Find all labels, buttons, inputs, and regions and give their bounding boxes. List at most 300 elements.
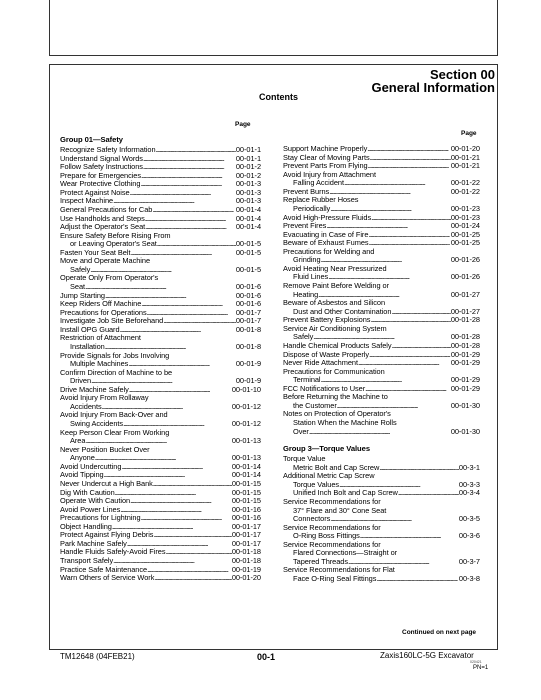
dot-leader — [369, 351, 451, 360]
toc-entry-page: 00-01-15 — [231, 488, 261, 497]
toc-entry — [60, 548, 261, 557]
toc-entry-title: Precautions for Welding and — [283, 247, 375, 256]
toc-entry-title: Avoid Injury from Attachment — [283, 170, 376, 179]
toc-entry-page: 00-01-10 — [231, 385, 261, 394]
toc-entry — [283, 489, 480, 498]
toc-entry — [60, 155, 261, 164]
toc-entry — [60, 343, 261, 352]
dot-leader — [152, 206, 236, 215]
machine-model: Zaxis160LC-5G Excavator — [380, 651, 474, 660]
toc-entry — [283, 507, 480, 516]
toc-entry-title: Before Returning the Machine to — [283, 393, 388, 402]
dot-leader — [157, 240, 236, 249]
toc-entry-page: 00-01-5 — [235, 240, 261, 249]
toc-entry-title: Safely — [70, 265, 91, 274]
toc-entry-page: 00-01-3 — [235, 197, 261, 206]
toc-entry-page: 00-01-9 — [235, 360, 261, 369]
toc-entry-page: 00-01-22 — [450, 187, 480, 196]
toc-entry-page: 00-01-4 — [235, 205, 261, 214]
toc-entry — [283, 308, 480, 317]
toc-entry-title: or Leaving Operator's Seat — [70, 240, 157, 249]
continued-note: Continued on next page — [402, 629, 477, 636]
toc-entry — [283, 154, 480, 163]
page-column-label-right: Page — [461, 130, 477, 137]
toc-entry-page: 00-01-28 — [450, 341, 480, 350]
toc-entry-title: Flared Connections—Straight or — [293, 549, 398, 558]
toc-entry-title: Never Ride Attachment — [283, 359, 358, 368]
toc-entry-title: Confirm Direction of Machine to be — [60, 368, 173, 377]
toc-entry-page: 00-01-29 — [450, 376, 480, 385]
dot-leader — [95, 454, 232, 463]
toc-entry-title: Replace Rubber Hoses — [283, 196, 359, 205]
toc-entry — [60, 540, 261, 549]
toc-entry — [60, 471, 261, 480]
toc-entry-title: Prevent Battery Explosions — [283, 316, 371, 325]
toc-entry — [283, 231, 480, 240]
dot-leader — [143, 163, 236, 172]
toc-entry — [60, 163, 261, 172]
toc-entry — [60, 215, 261, 224]
toc-entry-page: 00-01-23 — [450, 204, 480, 213]
toc-entry — [283, 171, 480, 180]
toc-entry-title: Practice Safe Maintenance — [60, 565, 148, 574]
toc-entry-page: 00-01-25 — [450, 239, 480, 248]
toc-entry-title: Jump Starting — [60, 291, 105, 300]
toc-entry-page: 00-01-1 — [235, 154, 261, 163]
toc-entry-title: Avoid Injury From Back-Over and — [60, 411, 168, 420]
toc-entry-page: 00-01-6 — [235, 300, 261, 309]
toc-entry — [60, 506, 261, 515]
toc-entry-page: 00-01-5 — [235, 248, 261, 257]
dot-leader — [329, 188, 451, 197]
dot-leader — [102, 403, 232, 412]
dot-leader — [145, 223, 236, 232]
dot-leader — [344, 179, 451, 188]
toc-entry-page: 00-01-27 — [450, 290, 480, 299]
toc-entry — [283, 222, 480, 231]
toc-entry — [60, 531, 261, 540]
toc-entry-page: 00-01-25 — [450, 230, 480, 239]
dot-leader — [121, 463, 231, 472]
dot-leader — [115, 489, 232, 498]
toc-entry-title: Stay Clear of Moving Parts — [283, 153, 370, 162]
toc-entry-title: Metric Bolt and Cap Screw — [293, 463, 380, 472]
toc-entry-title: the Customer — [293, 401, 337, 410]
dot-leader — [348, 558, 459, 567]
dot-leader — [321, 376, 451, 385]
toc-entry-page: 00-3-4 — [458, 489, 480, 498]
toc-entry-title: Dig With Caution — [60, 488, 115, 497]
dot-leader — [330, 205, 451, 214]
dot-leader — [147, 309, 236, 318]
toc-entry-title: Dispose of Waste Properly — [283, 350, 369, 359]
toc-entry — [283, 455, 480, 464]
group-heading-safety: Group 01—Safety — [60, 135, 123, 144]
toc-entry — [283, 428, 480, 437]
dot-leader — [127, 540, 232, 549]
toc-entry — [60, 334, 261, 343]
dot-leader — [368, 231, 450, 240]
toc-entry-page: 00-01-4 — [235, 223, 261, 232]
dot-leader — [112, 523, 232, 532]
toc-entry-title: Torque Values — [293, 480, 340, 489]
dot-leader — [339, 481, 459, 490]
toc-entry-title: Evacuating in Case of Fire — [283, 230, 369, 239]
toc-entry-page: 00-01-12 — [231, 402, 261, 411]
dot-leader — [309, 428, 451, 437]
toc-entry-title: Swing Accidents — [70, 420, 124, 428]
toc-entry — [283, 385, 480, 394]
toc-entry-title: Drive Machine Safely — [60, 385, 129, 394]
toc-entry — [283, 368, 480, 377]
toc-entry-page: 00-01-17 — [231, 539, 261, 548]
dot-leader — [370, 316, 450, 325]
toc-entry-page: 00-01-27 — [450, 307, 480, 316]
toc-entry-page: 00-01-15 — [231, 479, 261, 488]
toc-entry-title: Service Recommendations for Flat — [283, 566, 395, 575]
toc-entry — [283, 239, 480, 248]
dot-leader — [130, 249, 235, 258]
toc-entry-title: Over — [293, 427, 309, 436]
toc-entry — [283, 248, 480, 257]
toc-entry-page: 00-01-26 — [450, 256, 480, 265]
toc-entry-title: Never Undercut a High Bank — [60, 479, 153, 488]
page-column-label-left: Page — [235, 121, 251, 128]
toc-entry — [60, 180, 261, 189]
toc-entry — [283, 566, 480, 575]
toc-entry — [60, 309, 261, 318]
toc-entry-page: 00-01-2 — [235, 163, 261, 172]
toc-entry — [283, 575, 480, 584]
toc-entry-title: Beware of Asbestos and Silicon — [283, 299, 386, 308]
toc-entry — [283, 265, 480, 274]
toc-entry-page: 00-01-2 — [235, 171, 261, 180]
toc-entry — [60, 557, 261, 566]
toc-entry — [283, 464, 480, 473]
toc-entry-title: Prevent Fires — [283, 222, 327, 231]
dot-leader — [376, 575, 459, 584]
toc-entry-title: 37° Flare and 30° Cone Seat — [293, 506, 387, 515]
toc-entry-title: Driven — [70, 377, 92, 386]
toc-entry — [60, 369, 261, 378]
toc-entry — [60, 274, 261, 283]
toc-entry-page: 00-01-16 — [231, 514, 261, 523]
toc-entry-page: 00-01-4 — [235, 214, 261, 223]
toc-entry-page: 00-01-30 — [450, 401, 480, 410]
toc-entry — [60, 326, 261, 335]
toc-entry-title: Fasten Your Seat Belt — [60, 248, 131, 257]
toc-entry-title: Avoid Injury From Rollaway — [60, 394, 149, 403]
toc-entry — [283, 498, 480, 507]
toc-entry-title: General Precautions for Cab — [60, 205, 153, 214]
toc-entry — [60, 223, 261, 232]
toc-entry — [60, 437, 261, 446]
toc-entry-page: 00-01-12 — [231, 420, 261, 428]
toc-entry-title: Periodically — [293, 204, 331, 213]
toc-entry-title: Prevent Parts From Flying — [283, 162, 368, 171]
toc-entry — [60, 197, 261, 206]
dot-leader — [330, 515, 459, 524]
toc-entry — [283, 145, 480, 154]
page-number: 00-1 — [257, 652, 276, 662]
toc-entry-title: Service Air Conditioning System — [283, 324, 387, 333]
toc-entry-title: Use Handholds and Steps — [60, 214, 145, 223]
toc-entry-page: 00-01-30 — [450, 427, 480, 436]
toc-entry — [283, 402, 480, 411]
toc-entry — [60, 300, 261, 309]
toc-entry-title: Never Position Bucket Over — [60, 445, 150, 454]
toc-entry-title: Move and Operate Machine — [60, 257, 151, 266]
toc-entry — [283, 299, 480, 308]
dot-leader — [379, 464, 459, 473]
dot-leader — [153, 531, 231, 540]
dot-leader — [337, 402, 451, 411]
dot-leader — [147, 566, 232, 575]
dot-leader — [313, 333, 451, 342]
toc-entry — [60, 411, 261, 420]
dot-leader — [371, 214, 451, 223]
toc-entry-page: 00-01-22 — [450, 179, 480, 188]
toc-entry-title: Protect Against Noise — [60, 188, 130, 197]
toc-entry-title: Transport Safely — [60, 557, 114, 565]
toc-entry-page: 00-01-8 — [235, 342, 261, 351]
toc-entry — [283, 196, 480, 205]
toc-entry-title: Handle Chemical Products Safely — [283, 341, 392, 350]
dot-leader — [120, 326, 236, 335]
toc-entry-page: 00-01-9 — [235, 377, 261, 386]
toc-entry — [283, 532, 480, 541]
toc-entry — [60, 403, 261, 412]
dot-leader — [123, 420, 232, 429]
toc-entry-page: 00-3-8 — [458, 575, 480, 583]
toc-entry-title: Avoid Tipping — [60, 471, 104, 480]
toc-entry-title: Precautions for Operations — [60, 308, 147, 317]
toc-entry-title: Prepare for Emergencies — [60, 171, 142, 180]
section-title: General Information — [371, 80, 495, 95]
toc-entry — [283, 351, 480, 360]
toc-entry — [283, 481, 480, 490]
toc-entry — [60, 232, 261, 241]
dot-leader — [113, 557, 232, 566]
toc-entry-title: Multiple Machines — [70, 360, 129, 369]
toc-entry-title: Avoid High-Pressure Fluids — [283, 213, 372, 222]
toc-entry-title: Dust and Other Contamination — [293, 307, 392, 316]
toc-entry — [60, 172, 261, 181]
toc-entry — [283, 291, 480, 300]
toc-entry-page: 00-01-16 — [231, 505, 261, 514]
toc-entry-title: Tapered Threads — [293, 557, 348, 566]
toc-entry-title: Precautions for Lightning — [60, 514, 141, 523]
toc-entry — [283, 316, 480, 325]
toc-entry-title: Fluid Lines — [293, 273, 329, 282]
toc-entry-title: Protect Against Flying Debris — [60, 531, 154, 540]
toc-entry-title: Area — [70, 437, 86, 446]
group-heading-torque-values: Group 3—Torque Values — [283, 444, 370, 454]
toc-entry — [283, 214, 480, 223]
toc-entry-title: Warn Others of Service Work — [60, 574, 155, 583]
toc-entry-page: 00-01-14 — [231, 471, 261, 480]
dot-leader — [105, 292, 236, 301]
dot-leader — [154, 574, 231, 583]
toc-entry-page: 00-01-29 — [450, 359, 480, 368]
page-pn: PN=1 — [473, 665, 489, 671]
toc-entry-title: Park Machine Safely — [60, 539, 127, 548]
toc-entry-title: Service Recommendations for — [283, 497, 381, 506]
dot-leader — [163, 317, 236, 326]
toc-entry-page: 00-01-3 — [235, 188, 261, 197]
toc-entry — [60, 429, 261, 438]
toc-entry — [60, 266, 261, 275]
dot-leader — [104, 471, 232, 480]
dot-leader — [105, 343, 236, 352]
toc-entry-title: Handle Fluids Safely-Avoid Fires — [60, 548, 166, 557]
top-frame — [49, 0, 498, 56]
toc-entry-title: Operate With Caution — [60, 497, 131, 506]
toc-entry-page: 00-01-13 — [231, 454, 261, 463]
toc-entry-title: Torque Value — [283, 455, 326, 464]
toc-entry-title: Operate Only From Operator's — [60, 274, 159, 283]
toc-entry-page: 00-01-7 — [235, 308, 261, 317]
document-id: TM12648 (04FEB21) — [60, 652, 135, 661]
dot-leader — [141, 172, 236, 181]
toc-entry — [283, 325, 480, 334]
toc-entry-title: Installation — [70, 342, 105, 351]
toc-entry-page: 00-01-28 — [450, 316, 480, 325]
dot-leader — [318, 291, 451, 300]
toc-entry-page: 00-01-15 — [231, 497, 261, 506]
toc-entry-page: 00-3-5 — [458, 515, 480, 524]
toc-entry-title: Support Machine Properly — [283, 145, 368, 153]
dot-leader — [398, 489, 459, 498]
toc-entry-page: 00-01-7 — [235, 317, 261, 326]
toc-entry-title: Service Recommendations for — [283, 523, 381, 532]
toc-entry — [60, 523, 261, 532]
toc-entry-page: 00-01-20 — [231, 574, 261, 583]
toc-entry-title: Remove Paint Before Welding or — [283, 282, 389, 290]
toc-entry — [283, 162, 480, 171]
toc-entry — [60, 257, 261, 266]
toc-entry — [283, 256, 480, 265]
toc-entry-title: Keep Person Clear From Working — [60, 428, 170, 437]
toc-entry — [283, 282, 480, 291]
dot-leader — [85, 437, 231, 446]
toc-entry-page: 00-01-5 — [235, 265, 261, 274]
toc-entry-title: Adjust the Operator's Seat — [60, 223, 146, 232]
dot-leader — [140, 180, 235, 189]
toc-entry-title: Grinding — [293, 256, 321, 265]
toc-entry-page: 00-01-3 — [235, 180, 261, 189]
toc-entry — [283, 376, 480, 385]
toc-entry-page: 00-01-17 — [231, 522, 261, 531]
toc-entry-title: Anyone — [70, 454, 95, 463]
toc-entry-page: 00-3-3 — [458, 480, 480, 489]
dot-leader — [365, 385, 451, 394]
toc-entry — [60, 317, 261, 326]
toc-entry — [60, 352, 261, 361]
dot-leader — [153, 480, 232, 489]
toc-entry-title: Falling Accident — [293, 179, 344, 188]
toc-entry-title: Avoid Power Lines — [60, 505, 121, 514]
toc-entry-title: Heating — [293, 290, 319, 299]
toc-entry-title: Terminal — [293, 376, 321, 385]
toc-entry-title: Understand Signal Words — [60, 154, 143, 163]
toc-entry-title: Keep Riders Off Machine — [60, 300, 142, 309]
toc-entry — [283, 359, 480, 368]
toc-entry — [283, 410, 480, 419]
toc-entry-title: Connectors — [293, 515, 331, 524]
toc-entry — [283, 515, 480, 524]
section-number: Section 00 — [429, 67, 495, 82]
dot-leader — [358, 359, 451, 368]
toc-entry — [60, 454, 261, 463]
toc-entry — [283, 419, 480, 428]
dot-leader — [91, 377, 236, 386]
toc-entry — [60, 189, 261, 198]
toc-entry — [60, 514, 261, 523]
toc-entry-page: 00-01-24 — [450, 222, 480, 231]
toc-entry — [60, 360, 261, 369]
toc-entry-title: Inspect Machine — [60, 197, 114, 206]
toc-entry — [60, 480, 261, 489]
dot-leader — [85, 283, 236, 292]
dot-leader — [141, 514, 232, 523]
toc-entry-title: O-Ring Boss Fittings — [293, 532, 360, 541]
dot-leader — [392, 342, 451, 351]
toc-entry — [283, 205, 480, 214]
toc-entry-page: 00-01-28 — [450, 333, 480, 342]
toc-right-column — [283, 145, 480, 584]
toc-entry-title: Wear Protective Clothing — [60, 180, 141, 189]
toc-entry-page: 00-01-19 — [231, 565, 261, 574]
dot-leader — [156, 146, 236, 155]
toc-entry-title: Accidents — [70, 402, 102, 411]
dot-leader — [128, 360, 236, 369]
dot-leader — [141, 300, 236, 309]
toc-entry-page: 00-01-14 — [231, 462, 261, 471]
footer-code: 020421 — [470, 660, 482, 664]
toc-entry-title: Investigate Job Site Beforehand — [60, 317, 164, 326]
dot-leader — [165, 548, 231, 557]
toc-entry-page: 00-3-1 — [458, 463, 480, 472]
dot-leader — [321, 256, 451, 265]
toc-entry-page: 00-01-17 — [231, 531, 261, 540]
toc-entry-page: 00-01-13 — [231, 437, 261, 446]
toc-entry — [60, 240, 261, 249]
toc-entry-page: 00-01-1 — [235, 146, 261, 154]
dot-leader — [129, 386, 232, 395]
toc-entry — [60, 377, 261, 386]
toc-entry — [60, 463, 261, 472]
dot-leader — [113, 197, 236, 206]
toc-entry-page: 00-01-29 — [450, 384, 480, 393]
dot-leader — [143, 155, 236, 164]
toc-entry-title: Station When the Machine Rolls — [293, 419, 397, 427]
dot-leader — [145, 215, 236, 224]
toc-entry-title: Additional Metric Cap Screw — [283, 472, 375, 481]
toc-entry-title: Face O-Ring Seal Fittings — [293, 575, 377, 583]
dot-leader — [370, 154, 451, 163]
toc-entry-title: Precautions for Communication — [283, 367, 385, 376]
toc-entry-page: 00-01-6 — [235, 291, 261, 300]
toc-entry-page: 00-01-6 — [235, 283, 261, 291]
toc-entry — [283, 541, 480, 550]
dot-leader — [367, 145, 451, 154]
toc-entry-page: 00-01-29 — [450, 350, 480, 359]
toc-entry-title: Seat — [70, 283, 86, 291]
toc-entry-page: 00-01-23 — [450, 213, 480, 222]
toc-entry — [60, 497, 261, 506]
toc-left-column — [60, 136, 261, 583]
